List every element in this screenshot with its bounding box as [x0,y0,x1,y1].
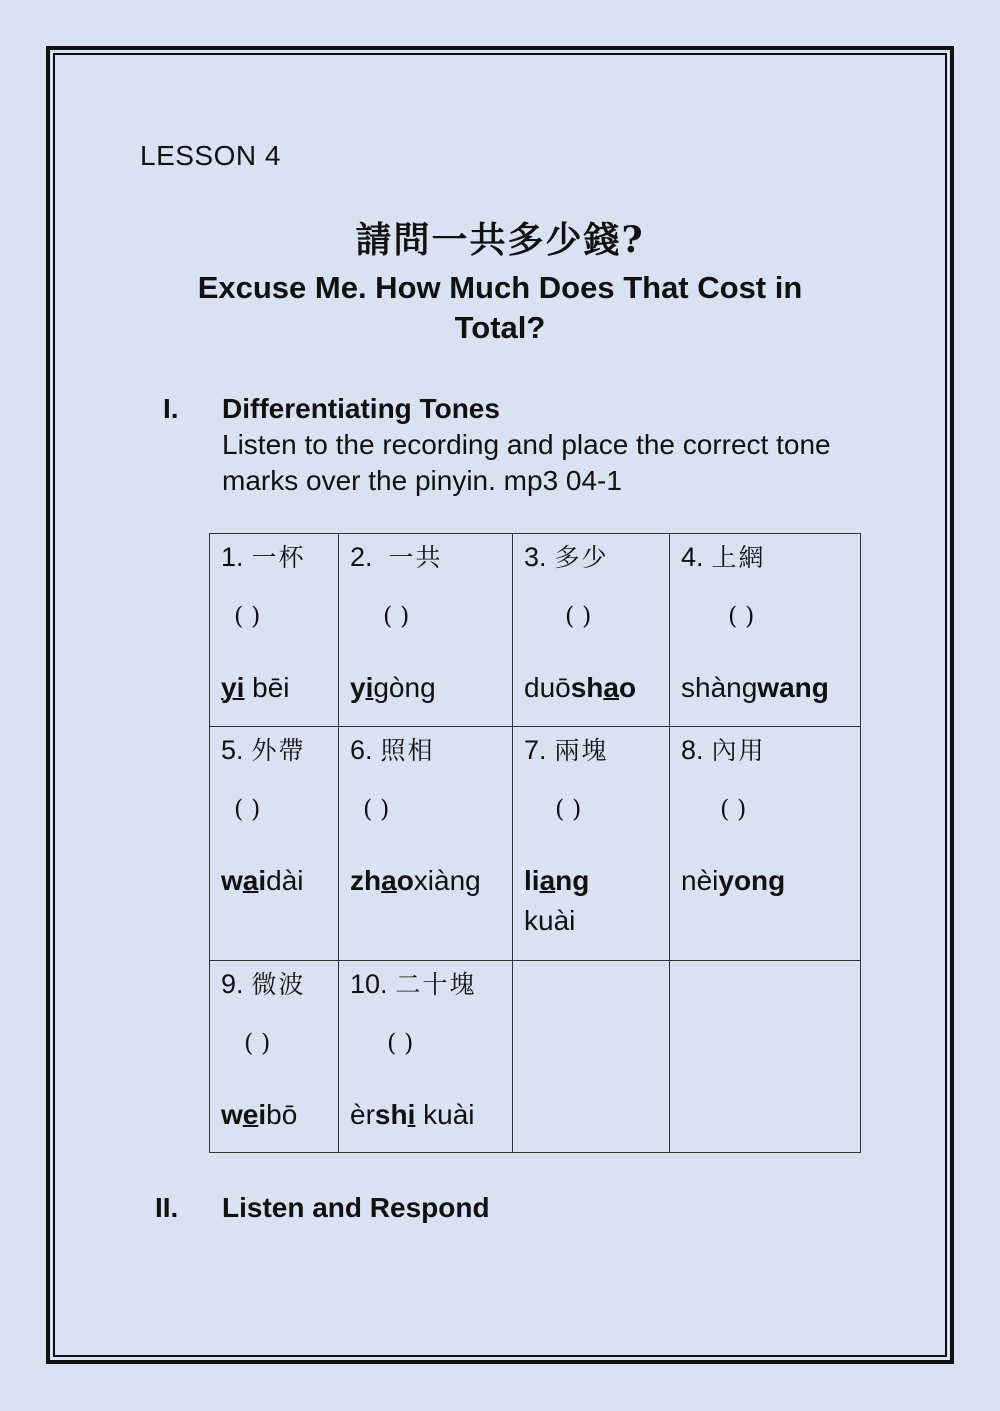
item-hanzi: 內用 [711,736,766,765]
table-cell-4 [670,534,861,727]
title-chinese: 請問一共多少錢? [355,219,645,261]
tone-blank[interactable]: ( ) [244,1029,271,1057]
item-pinyin: yigòng [350,672,436,703]
table-cell-2 [339,534,513,727]
item-hanzi: 照相 [380,736,435,765]
item-number: 7. [524,735,547,765]
table-cell-5 [210,727,339,961]
section-1-number: I. [163,393,179,424]
item-pinyin: weibō [221,1099,298,1130]
item-pinyin: liang kuài [524,865,590,936]
table-cell-1 [210,534,339,727]
item-hanzi: 外帶 [251,736,306,765]
tones-table [209,533,861,1153]
item-number: 1. [221,542,244,572]
tone-blank[interactable]: ( ) [720,795,747,823]
tone-blank[interactable]: ( ) [234,602,261,630]
tone-blank[interactable]: ( ) [387,1029,414,1057]
item-pinyin: nèiyong [681,865,786,896]
table-row [210,961,861,1153]
table-row [210,534,861,727]
item-hanzi: 二十塊 [395,970,477,999]
item-pinyin: duōshao [524,672,637,703]
tone-blank[interactable]: ( ) [363,795,390,823]
table-cell-6 [339,727,513,961]
item-number: 4. [681,542,704,572]
title-english: Excuse Me. How Much Does That Cost in Total? [197,270,803,345]
item-pinyin: shàngwang [681,672,829,703]
item-hanzi: 一共 [388,543,443,572]
item-hanzi: 微波 [251,970,306,999]
item-hanzi: 多少 [554,543,609,572]
item-number: 2. [350,542,373,572]
item-pinyin: zhaoxiàng [350,865,481,896]
table-cell-7 [513,727,670,961]
section-1-title: Differentiating Tones [222,393,500,424]
item-number: 6. [350,735,373,765]
table-cell-empty [670,961,861,1153]
tone-blank[interactable]: ( ) [234,795,261,823]
table-cell-3 [513,534,670,727]
table-cell-9 [210,961,339,1153]
item-pinyin: yi bēi [221,672,290,703]
item-number: 5. [221,735,244,765]
item-pinyin: èrshi kuài [350,1099,475,1130]
section-2-title: Listen and Respond [222,1192,490,1223]
item-number: 10. [350,969,388,999]
table-cell-empty [513,961,670,1153]
item-number: 9. [221,969,244,999]
lesson-label: LESSON 4 [140,140,281,171]
item-hanzi: 一杯 [251,543,306,572]
item-number: 3. [524,542,547,572]
item-number: 8. [681,735,704,765]
tone-blank[interactable]: ( ) [555,795,582,823]
item-pinyin: waidài [221,865,304,896]
section-1-instructions: Listen to the recording and place the correct tone marks over the pinyin. mp3 04-1 [222,429,831,496]
table-cell-10 [339,961,513,1153]
item-hanzi: 上網 [711,543,766,572]
item-hanzi: 兩塊 [554,736,609,765]
table-row [210,727,861,961]
table-cell-8 [670,727,861,961]
section-2-number: II. [155,1192,179,1223]
tone-blank[interactable]: ( ) [383,602,410,630]
tone-blank[interactable]: ( ) [728,602,755,630]
tone-blank[interactable]: ( ) [565,602,592,630]
